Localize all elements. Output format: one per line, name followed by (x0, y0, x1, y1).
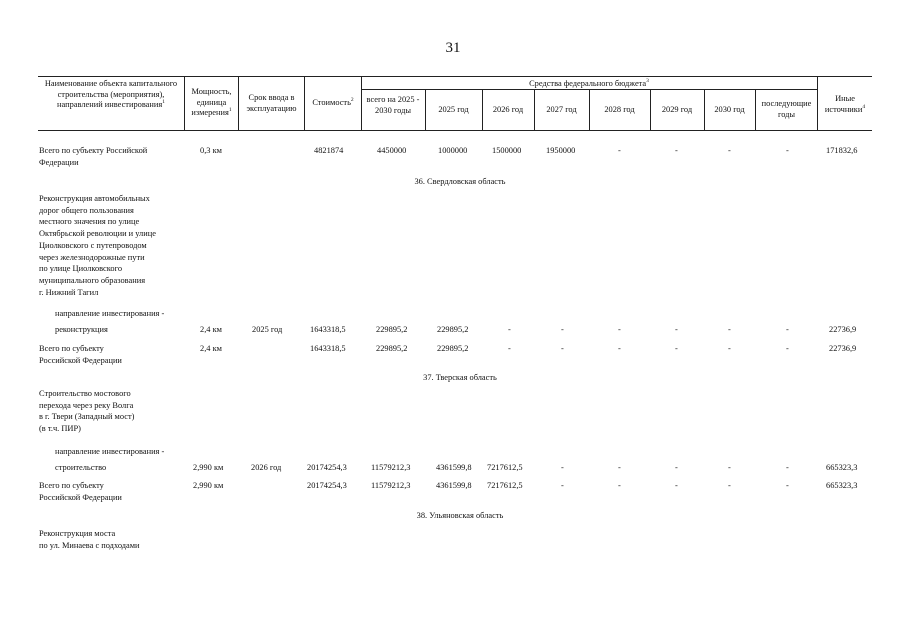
header-2029: 2029 год (661, 105, 693, 114)
region-total-2027: - (561, 481, 564, 490)
section-title: 38. Ульяновская область (416, 511, 504, 520)
header-2027: 2027 год (546, 105, 577, 114)
direction-2029: - (675, 463, 678, 472)
header-other-sources: Иные источники$^4$ (824, 94, 866, 114)
section-title: 37. Тверская область (423, 373, 497, 382)
header-bottom-rule (38, 130, 872, 131)
row-total-other: 171832,6 (826, 146, 858, 155)
row-total-2026: 1500000 (492, 146, 522, 155)
region-total-2027: - (561, 344, 564, 353)
header-2026: 2026 год (492, 105, 524, 114)
row-total-name: Всего по субъекту Российской Федерации (39, 146, 148, 167)
row-total-total: 4450000 (377, 146, 407, 155)
region-total-capacity: 2,4 км (200, 344, 222, 353)
direction-2029: - (675, 325, 678, 334)
header-federal-budget: Средства федерального бюджета$^3$ (529, 78, 649, 88)
row-total-2027: 1950000 (546, 146, 576, 155)
region-total-cost: 1643318,5 (310, 344, 346, 353)
region-total-2028: - (618, 344, 621, 353)
region-total-name: Всего по субъекту Российской Федерации (39, 481, 122, 502)
region-total-2028: - (618, 481, 621, 490)
direction-later: - (786, 463, 789, 472)
header-capacity: Мощность, единица измерения$^1$ (191, 87, 232, 118)
header-name: Наименование объекта капитального строительства (мероприятия), направлений инвестирования$^1$ (44, 79, 178, 110)
row-total-2025: 1000000 (438, 146, 468, 155)
row-total-2028: - (618, 146, 621, 155)
direction-2028: - (618, 463, 621, 472)
row-total-cost: 4821874 (314, 146, 344, 155)
region-total-total: 11579212,3 (371, 481, 411, 490)
direction-later: - (786, 325, 789, 334)
object-name: Реконструкция автомобильных дорог общего пользования местного значения по улице Октябрьской революции и улице Циолковского с путепроводом через железнодорожные пути по улице Циолковского муниципального образования г. Нижний Тагил (39, 194, 156, 297)
object-name: Реконструкция моста по ул. Минаева с подходами (39, 529, 140, 550)
investment-direction-label: направление инвестирования - (55, 447, 165, 456)
direction-capacity: 2,990 км (193, 463, 224, 472)
header-total-2025-2030: всего на 2025 - 2030 годы (366, 95, 420, 115)
direction-2030: - (728, 325, 731, 334)
region-total-2025: 229895,2 (437, 344, 469, 353)
region-total-later: - (786, 344, 789, 353)
header-commission-date: Срок ввода в эксплуатацию (246, 93, 297, 113)
object-name: Строительство мостового перехода через реку Волга в г. Твери (Западный мост) (в т.ч. ПИР) (39, 389, 135, 434)
region-total-2025: 4361599,8 (436, 481, 472, 490)
direction-date: 2026 год (251, 463, 282, 472)
header-cost: Стоимость$^2$ (312, 97, 354, 107)
region-total-other: 665323,3 (826, 481, 858, 490)
direction-2026: - (508, 325, 511, 334)
header-2030: 2030 год (714, 105, 745, 114)
section-title: 36. Свердловская область (414, 177, 506, 186)
region-total-total: 229895,2 (376, 344, 408, 353)
direction-2027: - (561, 463, 564, 472)
region-total-2026: - (508, 344, 511, 353)
direction-date: 2025 год (252, 325, 283, 334)
direction-other: 665323,3 (826, 463, 858, 472)
direction-capacity: 2,4 км (200, 325, 222, 334)
direction-2028: - (618, 325, 621, 334)
region-total-cost: 20174254,3 (307, 481, 347, 490)
row-total-2029: - (675, 146, 678, 155)
region-total-2030: - (728, 344, 731, 353)
row-total-capacity: 0,3 км (200, 146, 222, 155)
direction-2025: 4361599,8 (436, 463, 472, 472)
investment-direction-name: строительство (55, 463, 107, 472)
region-total-later: - (786, 481, 789, 490)
investment-direction-label: направление инвестирования - (55, 309, 165, 318)
direction-total: 229895,2 (376, 325, 408, 334)
region-total-2030: - (728, 481, 731, 490)
region-total-2026: 7217612,5 (487, 481, 523, 490)
investment-direction-name: реконструкция (55, 325, 108, 334)
direction-2027: - (561, 325, 564, 334)
direction-2030: - (728, 463, 731, 472)
direction-total: 11579212,3 (371, 463, 411, 472)
region-total-2029: - (675, 344, 678, 353)
direction-cost: 20174254,3 (307, 463, 347, 472)
direction-other: 22736,9 (829, 325, 857, 334)
direction-2025: 229895,2 (437, 325, 469, 334)
header-subsequent-years: последующие годы (761, 99, 812, 119)
direction-cost: 1643318,5 (310, 325, 346, 334)
region-total-other: 22736,9 (829, 344, 857, 353)
header-2028: 2028 год (604, 105, 635, 114)
direction-2026: 7217612,5 (487, 463, 523, 472)
row-total-2030: - (728, 146, 731, 155)
region-total-capacity: 2,990 км (193, 481, 224, 490)
page-number: 31 (445, 40, 461, 56)
row-total-later: - (786, 146, 789, 155)
header-2025: 2025 год (438, 105, 469, 114)
region-total-2029: - (675, 481, 678, 490)
header-top-rule (38, 76, 872, 77)
region-total-name: Всего по субъекту Российской Федерации (39, 344, 122, 365)
